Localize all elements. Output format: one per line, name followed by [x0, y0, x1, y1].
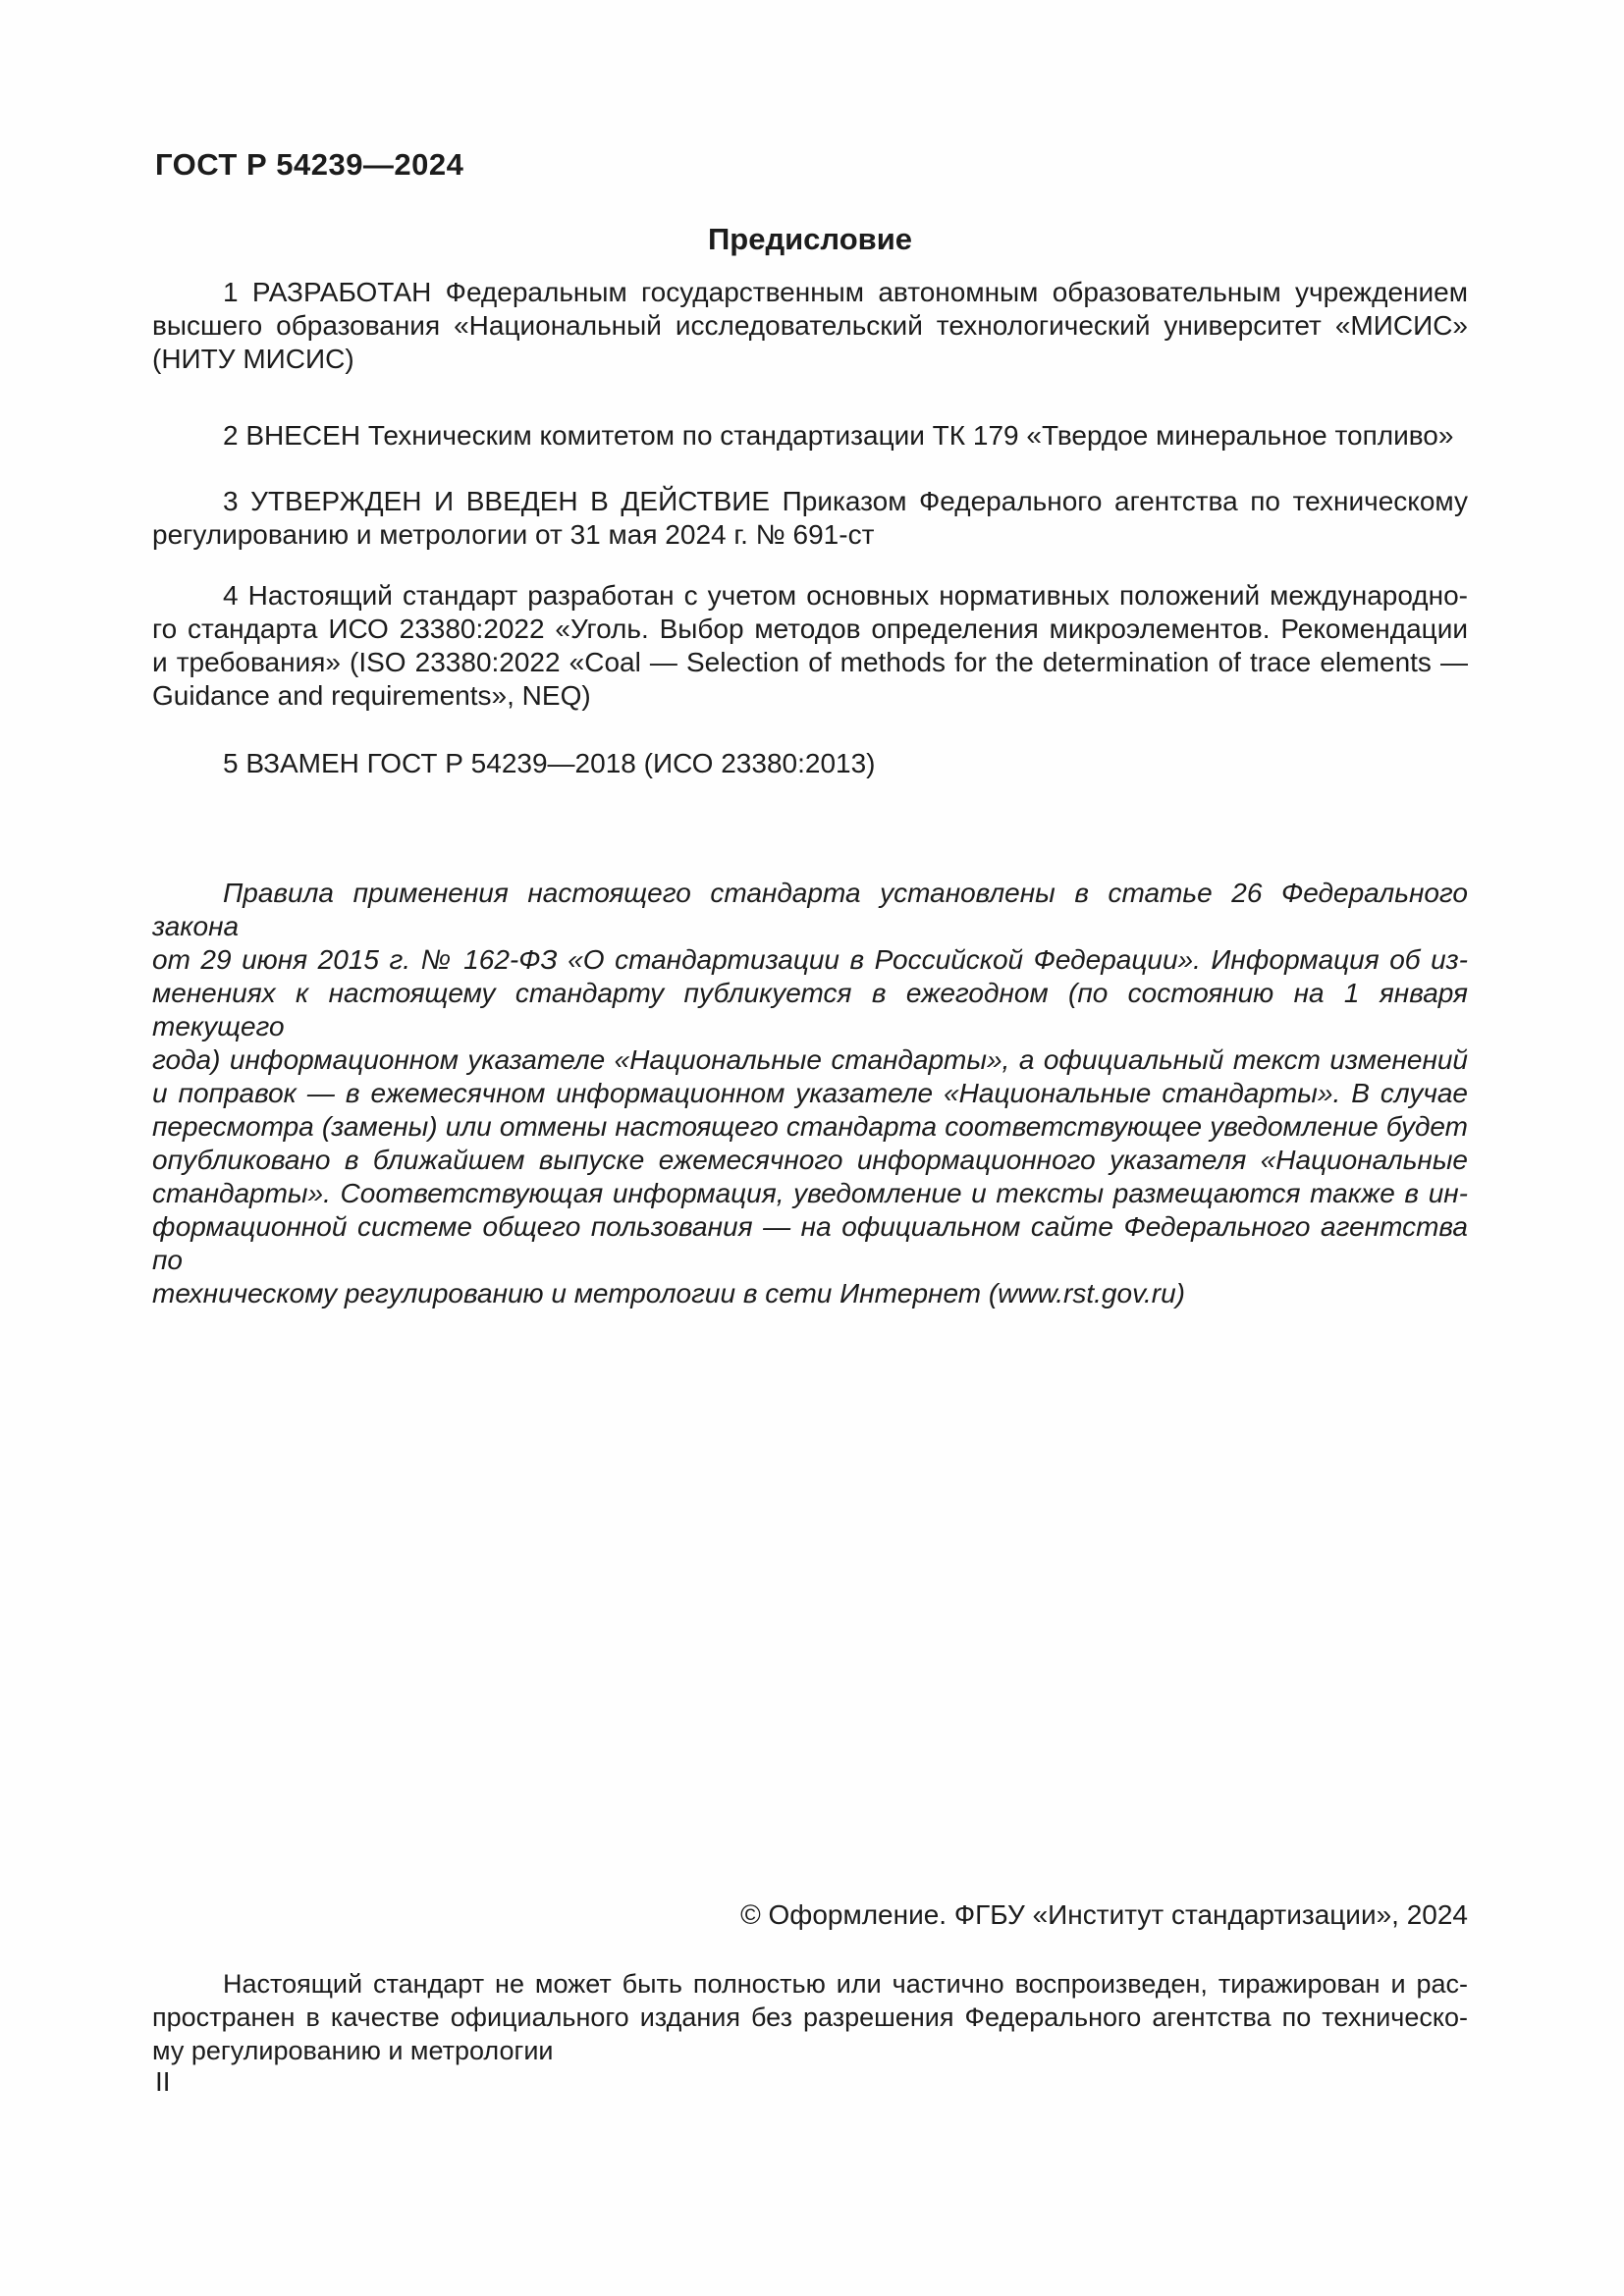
page-number: II — [155, 2066, 171, 2097]
text-line: (НИТУ МИСИС) — [152, 344, 354, 374]
reproduction-restriction-notice — [152, 1967, 1468, 2067]
text-line: Guidance and requirements», NEQ) — [152, 680, 591, 711]
text-line: формационной системе общего пользования — на официальном сайте Федерального агентства по — [152, 1211, 1468, 1275]
text-line: му регулированию и метрологии — [152, 2036, 554, 2065]
text-line: регулированию и метрологии от 31 мая 2024 г. № 691-ст — [152, 519, 875, 550]
doc-code: ГОСТ Р 54239—2024 — [155, 147, 464, 182]
text-line: 5 ВЗАМЕН ГОСТ Р 54239—2018 (ИСО 23380:2013) — [223, 748, 876, 778]
foreword-item-iso-basis — [152, 579, 1468, 713]
text-line: и поправок — в ежемесячном информационном указателе «Национальные стандарты». В случае — [152, 1078, 1468, 1108]
text-line: го стандарта ИСО 23380:2022 «Уголь. Выбор методов определения микроэлементов. Рекомендации — [152, 614, 1468, 644]
text-line: 3 УТВЕРЖДЕН И ВВЕДЕН В ДЕЙСТВИЕ Приказом Федерального агентства по техническому — [223, 486, 1468, 516]
foreword-item-developed — [152, 276, 1468, 376]
foreword-item-replaces — [152, 747, 1468, 780]
text-line: менениях к настоящему стандарту публикуется в ежегодном (по состоянию на 1 января текущего — [152, 978, 1468, 1041]
page-title: Предисловие — [707, 222, 912, 256]
text-line: опубликовано в ближайшем выпуске ежемесячного информационного указателя «Национальные — [152, 1145, 1468, 1175]
text-line: Настоящий стандарт не может быть полностью или частично воспроизведен, тиражирован и рас- — [223, 1969, 1468, 1999]
text-line: Правила применения настоящего стандарта установлены в статье 26 Федерального закона — [152, 878, 1468, 941]
copyright-notice: © Оформление. ФГБУ «Институт стандартизации», 2024 — [740, 1899, 1468, 1930]
text-line: 4 Настоящий стандарт разработан с учетом основных нормативных положений международно- — [223, 580, 1468, 611]
legal-application-notice — [152, 877, 1468, 1310]
text-line: от 29 июня 2015 г. № 162-ФЗ «О стандартизации в Российской Федерации». Информация об из- — [152, 944, 1468, 975]
foreword-item-submitted — [152, 419, 1468, 453]
text-line: пространен в качестве официального издания без разрешения Федерального агентства по техническо- — [152, 2002, 1468, 2032]
text-line: 2 ВНЕСЕН Техническим комитетом по стандартизации ТК 179 «Твердое минеральное топливо» — [223, 420, 1454, 451]
foreword-item-approved — [152, 485, 1468, 552]
text-line: стандарты». Соответствующая информация, уведомление и тексты размещаются также в ин- — [152, 1178, 1468, 1208]
text-line: и требования» (ISO 23380:2022 «Coal — Selection of methods for the determination of trace elements — — [152, 647, 1468, 677]
text-line: пересмотра (замены) или отмены настоящего стандарта соответствующее уведомление будет — [152, 1111, 1468, 1142]
text-line: года) информационном указателе «Национальные стандарты», а официальный текст изменений — [152, 1044, 1468, 1075]
text-line: техническому регулированию и метрологии в сети Интернет (www.rst.gov.ru) — [152, 1278, 1185, 1308]
text-line: 1 РАЗРАБОТАН Федеральным государственным автономным образовательным учреждением — [223, 277, 1468, 307]
text-line: высшего образования «Национальный исследовательский технологический университет «МИСИС» — [152, 310, 1468, 341]
